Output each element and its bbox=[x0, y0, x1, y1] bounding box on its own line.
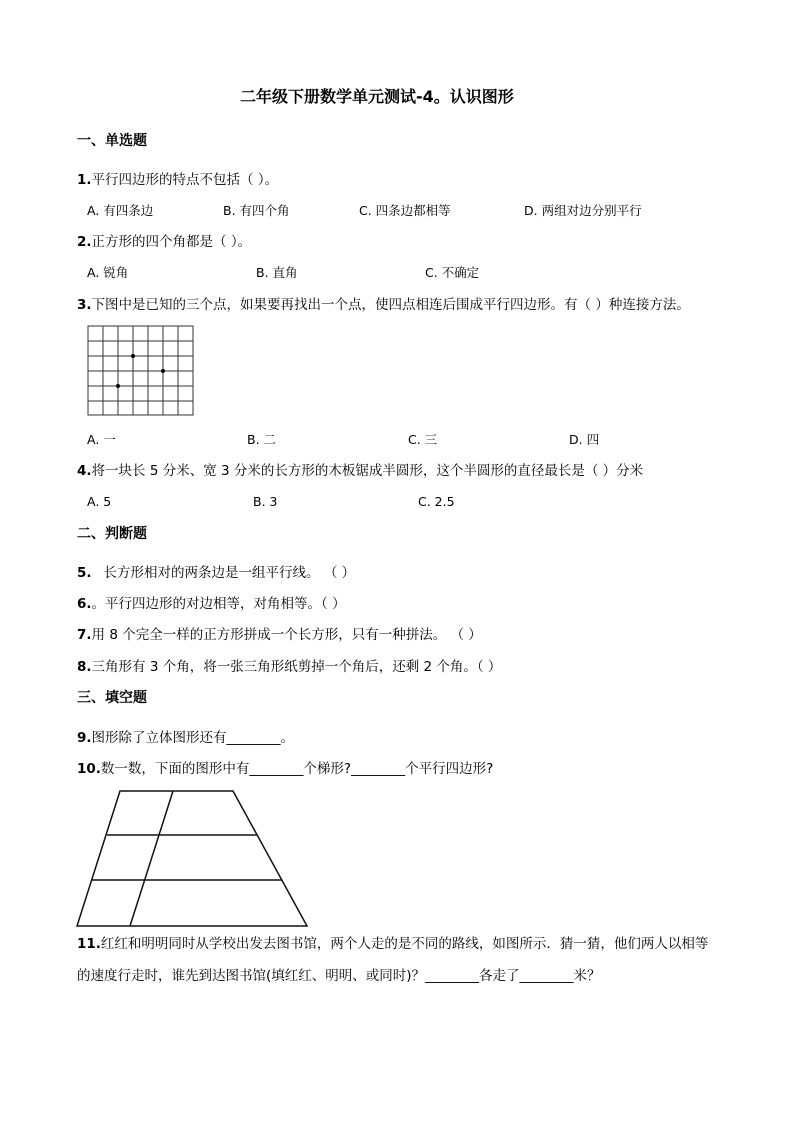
question-11-continued: 的速度行走时，谁先到达图书馆(填红红、明明、或同时)？________各走了________米？ bbox=[77, 968, 601, 984]
question-text: 图形除了立体图形还有________。 bbox=[91, 730, 295, 746]
section-heading-fill-blank: 三、填空题 bbox=[77, 690, 147, 706]
question-1 bbox=[77, 174, 278, 188]
question-number: 4. bbox=[77, 463, 92, 479]
option-3c[interactable]: C. 三 bbox=[408, 432, 438, 447]
option-1c[interactable]: C. 四条边都相等 bbox=[359, 203, 451, 218]
question-number: 10. bbox=[77, 761, 101, 777]
question-text: 长方形相对的两条边是一组平行线。 （ ） bbox=[103, 565, 356, 581]
question-number: 7. bbox=[77, 627, 92, 643]
trapezoid-figure bbox=[74, 788, 310, 930]
option-1a[interactable]: A. 有四条边 bbox=[87, 203, 154, 218]
question-number: 2. bbox=[77, 234, 92, 250]
option-2c[interactable]: C. 不确定 bbox=[425, 265, 480, 280]
question-text: 平行四边形的特点不包括（ ）。 bbox=[91, 172, 279, 188]
question-number: 9. bbox=[77, 730, 92, 746]
option-3b[interactable]: B. 二 bbox=[247, 432, 277, 447]
grid-point bbox=[161, 369, 165, 373]
question-text: 。平行四边形的对边相等，对角相等。（ ） bbox=[91, 596, 346, 612]
question-10 bbox=[77, 763, 493, 777]
grid-point bbox=[131, 354, 135, 358]
question-number: 11. bbox=[77, 936, 101, 952]
question-number: 5. bbox=[77, 565, 92, 581]
question-number: 1. bbox=[77, 172, 92, 188]
question-text: 正方形的四个角都是（ ）。 bbox=[91, 234, 252, 250]
question-number: 6. bbox=[77, 596, 92, 612]
option-3a[interactable]: A. 一 bbox=[87, 432, 116, 447]
question-5 bbox=[77, 567, 355, 581]
question-text: 数一数，下面的图形中有________个梯形?________个平行四边形? bbox=[100, 761, 494, 777]
question-6 bbox=[77, 598, 346, 612]
option-4b[interactable]: B. 3 bbox=[253, 494, 278, 509]
option-1d[interactable]: D. 两组对边分别平行 bbox=[524, 203, 642, 218]
option-4a[interactable]: A. 5 bbox=[87, 494, 112, 509]
grid-point bbox=[116, 384, 120, 388]
question-8 bbox=[77, 661, 501, 675]
question-number: 3. bbox=[77, 297, 92, 313]
option-1b[interactable]: B. 有四个角 bbox=[223, 203, 290, 218]
dot-grid-figure bbox=[87, 325, 195, 417]
option-2b[interactable]: B. 直角 bbox=[256, 265, 298, 280]
section-heading-single-choice: 一、单选题 bbox=[77, 133, 147, 149]
question-number: 8. bbox=[77, 659, 92, 675]
question-7 bbox=[77, 629, 482, 643]
question-text: 下图中是已知的三个点，如果要再找出一个点，使四点相连后围成平行四边形。有（ ）种连接方法。 bbox=[91, 297, 690, 313]
question-text: 将一块长 5 分米、宽 3 分米的长方形的木板锯成半圆形，这个半圆形的直径最长是（ ）分米 bbox=[91, 463, 644, 479]
question-4 bbox=[77, 465, 643, 479]
question-text: 用 8 个完全一样的正方形拼成一个长方形，只有一种拼法。 （ ） bbox=[91, 627, 482, 643]
option-3d[interactable]: D. 四 bbox=[569, 432, 600, 447]
question-3 bbox=[77, 299, 690, 313]
question-9 bbox=[77, 732, 294, 746]
question-11 bbox=[77, 938, 708, 952]
question-text: 三角形有 3 个角，将一张三角形纸剪掉一个角后，还剩 2 个角。（ ） bbox=[91, 659, 502, 675]
page-title: 二年级下册数学单元测试-4。认识图形 bbox=[240, 87, 514, 106]
question-2 bbox=[77, 236, 251, 250]
option-4c[interactable]: C. 2.5 bbox=[418, 494, 455, 509]
option-2a[interactable]: A. 锐角 bbox=[87, 265, 129, 280]
question-text-line-1: 红红和明明同时从学校出发去图书馆，两个人走的是不同的路线，如图所示．猜一猜，他们两人以相等 bbox=[100, 936, 709, 952]
section-heading-true-false: 二、判断题 bbox=[77, 526, 147, 542]
